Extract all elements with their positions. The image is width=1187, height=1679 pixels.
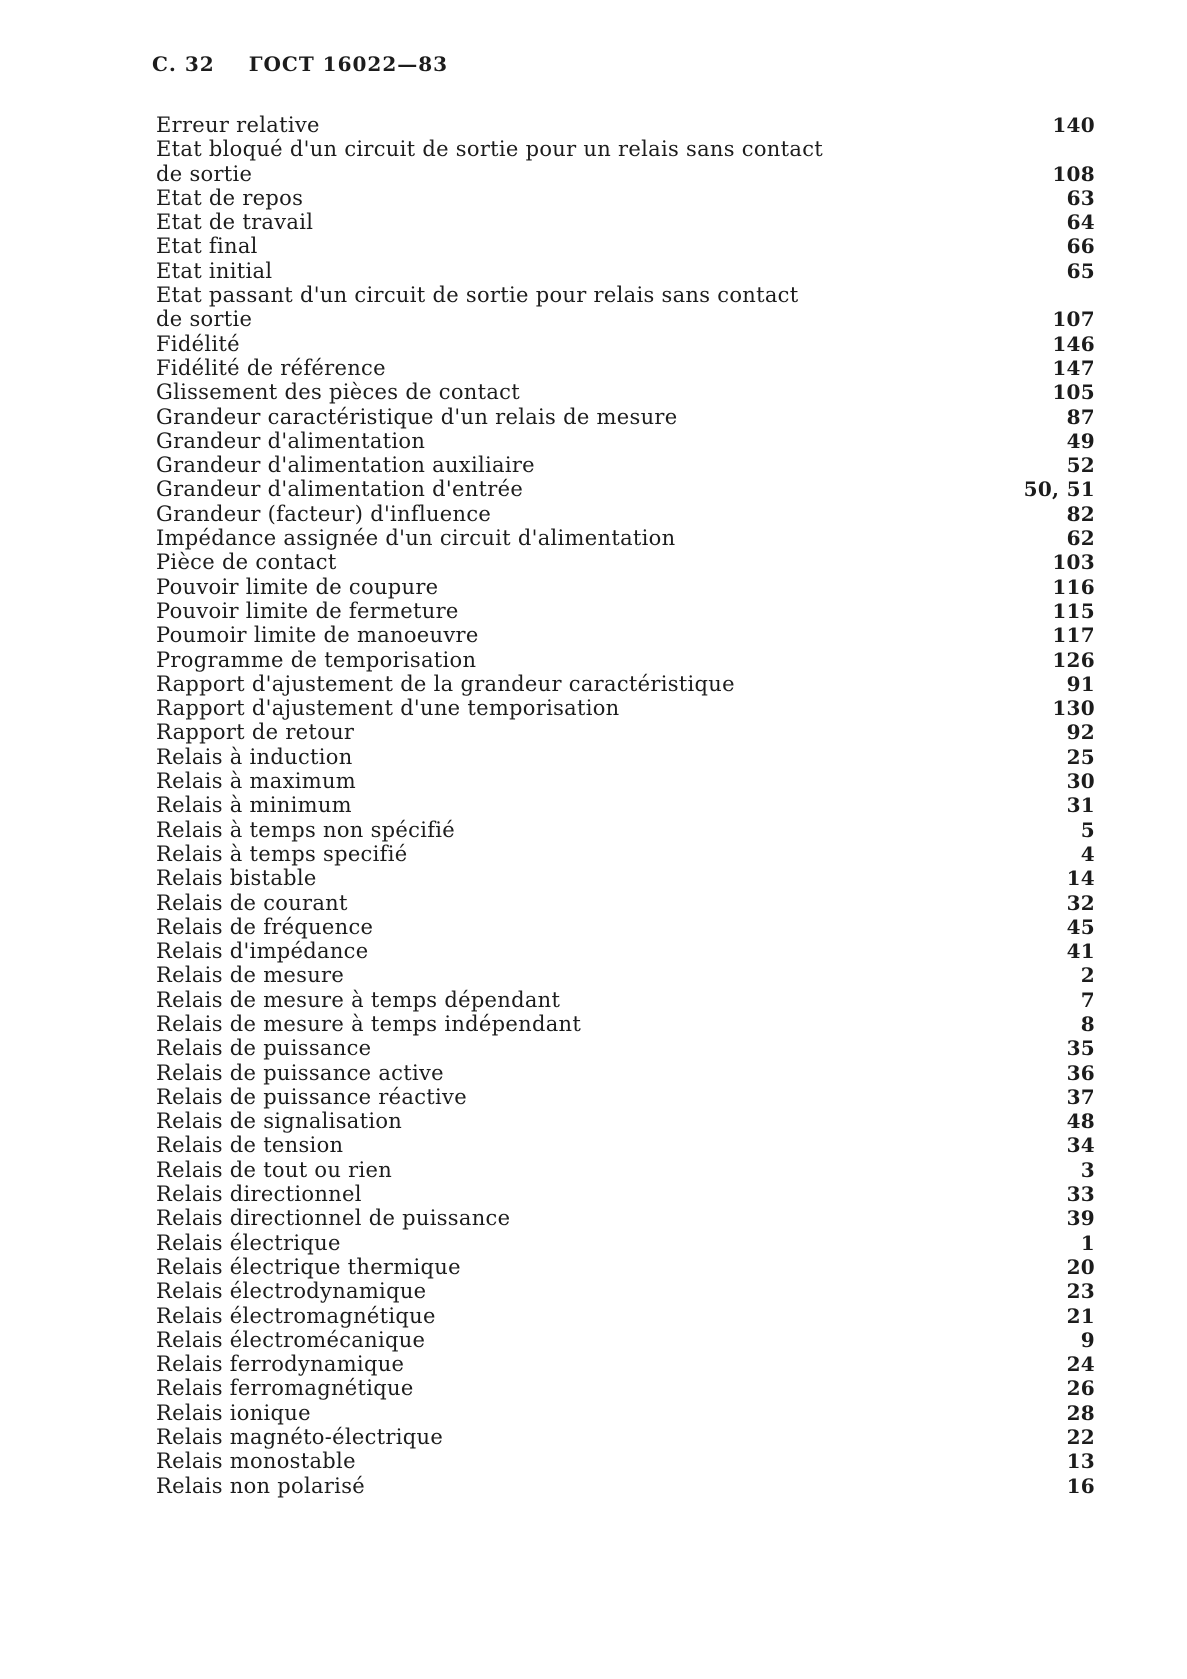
- index-term: Relais directionnel: [156, 1182, 362, 1207]
- index-reference-number: 1: [1080, 1230, 1095, 1255]
- index-term: Relais à temps non spécifié: [156, 817, 456, 842]
- index-term: Rapport d'ajustement d'une temporisation: [156, 696, 620, 721]
- index-term: Fidélité de référence: [156, 355, 386, 380]
- index-entry: [156, 1279, 1097, 1303]
- index-entry: [156, 1182, 1097, 1206]
- index-entry: [156, 720, 1097, 744]
- index-entry: [156, 1474, 1097, 1498]
- index-entry: [156, 356, 1097, 380]
- index-entry: [156, 1012, 1097, 1036]
- index-reference-number: 20: [1066, 1254, 1095, 1279]
- index-entry: [156, 1231, 1097, 1255]
- index-entry: [156, 793, 1097, 817]
- index-term: Relais de signalisation: [156, 1109, 403, 1134]
- index-term: Relais ionique: [156, 1400, 311, 1425]
- index-reference-number: 115: [1052, 598, 1095, 623]
- index-term: Relais électromagnétique: [156, 1303, 436, 1328]
- index-reference-number: 48: [1066, 1109, 1095, 1134]
- index-reference-number: 147: [1052, 355, 1095, 380]
- index-entry: [156, 988, 1097, 1012]
- index-reference-number: 65: [1066, 258, 1095, 283]
- index-term: Relais électrique thermique: [156, 1254, 461, 1279]
- index-reference-number: 39: [1066, 1206, 1095, 1231]
- index-term: Relais ferromagnétique: [156, 1376, 414, 1401]
- index-entry: [156, 453, 1097, 477]
- index-reference-number: 37: [1066, 1084, 1095, 1109]
- index-term: Relais à maximum: [156, 769, 356, 794]
- index-term: Grandeur d'alimentation auxiliaire: [156, 453, 535, 478]
- index-term: Pouvoir limite de fermeture: [156, 598, 459, 623]
- index-term: de sortie: [156, 307, 253, 332]
- index-term: Relais électromécanique: [156, 1327, 426, 1352]
- index-entry: [156, 1133, 1097, 1157]
- index-term: Relais électrique: [156, 1230, 341, 1255]
- index-entry: [156, 1085, 1097, 1109]
- index-reference-number: 66: [1066, 234, 1095, 259]
- index-reference-number: 140: [1052, 113, 1095, 137]
- index-entry: [156, 842, 1097, 866]
- index-entry: [156, 234, 1097, 258]
- index-term: Grandeur d'alimentation d'entrée: [156, 477, 524, 502]
- index-entry: [156, 769, 1097, 793]
- index-reference-number: 45: [1066, 914, 1095, 939]
- index-entry: [156, 502, 1097, 526]
- index-term: Etat final: [156, 234, 258, 259]
- index-term: Relais d'impédance: [156, 939, 369, 964]
- index-entry: [156, 1376, 1097, 1400]
- index-entry: [156, 162, 1097, 186]
- index-reference-number: 8: [1080, 1011, 1095, 1036]
- index-term: Relais ferrodynamique: [156, 1352, 405, 1377]
- index-entry: [156, 599, 1097, 623]
- index-reference-number: 63: [1066, 185, 1095, 210]
- index-term: Relais de tout ou rien: [156, 1157, 393, 1182]
- index-term: Grandeur caractéristique d'un relais de mesure: [156, 404, 678, 429]
- index-term: Etat bloqué d'un circuit de sortie pour un relais sans contact: [156, 137, 823, 162]
- index-term: Relais de puissance: [156, 1036, 372, 1061]
- index-entry: [156, 429, 1097, 453]
- index-reference-number: 3: [1080, 1157, 1095, 1182]
- index-reference-number: 26: [1066, 1376, 1095, 1401]
- index-entry: [156, 307, 1097, 331]
- index-reference-number: 105: [1052, 380, 1095, 405]
- index-entry: [156, 648, 1097, 672]
- index-term: Relais bistable: [156, 866, 317, 891]
- index-term: Etat initial: [156, 258, 273, 283]
- index-entry: [156, 1425, 1097, 1449]
- index-term: Relais non polarisé: [156, 1473, 365, 1498]
- index-term: Impédance assignée d'un circuit d'alimentation: [156, 526, 676, 551]
- index-reference-number: 21: [1066, 1303, 1095, 1328]
- index-term: Relais directionnel de puissance: [156, 1206, 511, 1231]
- index-entry: [156, 283, 1097, 307]
- index-entry: [156, 866, 1097, 890]
- index-term: Grandeur (facteur) d'influence: [156, 501, 492, 526]
- index-entry: [156, 1328, 1097, 1352]
- standard-designation: ГОСТ 16022—83: [248, 52, 449, 76]
- page-number: С. 32: [152, 52, 215, 76]
- index-term: Pouvoir limite de coupure: [156, 574, 439, 599]
- index-reference-number: 87: [1066, 404, 1095, 429]
- index-reference-number: 9: [1080, 1327, 1095, 1352]
- index-list: [156, 113, 1097, 1498]
- index-entry: [156, 915, 1097, 939]
- index-term: Pièce de contact: [156, 550, 337, 575]
- index-reference-number: 49: [1066, 428, 1095, 453]
- index-reference-number: 22: [1066, 1425, 1095, 1450]
- index-term: Poumoir limite de manoeuvre: [156, 623, 479, 648]
- index-reference-number: 64: [1066, 210, 1095, 235]
- index-entry: [156, 1061, 1097, 1085]
- index-term: Relais à temps specifié: [156, 841, 408, 866]
- index-reference-number: 146: [1052, 331, 1095, 356]
- index-entry: [156, 1036, 1097, 1060]
- index-reference-number: 50, 51: [1023, 477, 1095, 502]
- index-term: Etat passant d'un circuit de sortie pour relais sans contact: [156, 283, 799, 308]
- index-entry: [156, 380, 1097, 404]
- index-term: Relais de puissance réactive: [156, 1084, 467, 1109]
- index-reference-number: 5: [1080, 817, 1095, 842]
- index-reference-number: 7: [1080, 987, 1095, 1012]
- index-term: de sortie: [156, 161, 253, 186]
- index-term: Grandeur d'alimentation: [156, 428, 426, 453]
- index-reference-number: 91: [1066, 671, 1095, 696]
- index-entry: [156, 550, 1097, 574]
- index-reference-number: 28: [1066, 1400, 1095, 1425]
- index-entry: [156, 891, 1097, 915]
- index-reference-number: 117: [1052, 623, 1095, 648]
- index-entry: [156, 405, 1097, 429]
- page-header: [152, 52, 448, 76]
- index-entry: [156, 818, 1097, 842]
- index-entry: [156, 332, 1097, 356]
- index-term: Relais monostable: [156, 1449, 356, 1474]
- index-entry: [156, 1206, 1097, 1230]
- index-reference-number: 4: [1080, 841, 1095, 866]
- index-reference-number: 108: [1052, 161, 1095, 186]
- index-entry: [156, 939, 1097, 963]
- index-reference-number: 23: [1066, 1279, 1095, 1304]
- index-entry: [156, 575, 1097, 599]
- index-term: Relais à induction: [156, 744, 353, 769]
- index-reference-number: 2: [1080, 963, 1095, 988]
- index-reference-number: 25: [1066, 744, 1095, 769]
- index-reference-number: 30: [1066, 769, 1095, 794]
- index-entry: [156, 623, 1097, 647]
- index-reference-number: 14: [1066, 866, 1095, 891]
- index-term: Relais à minimum: [156, 793, 352, 818]
- index-entry: [156, 186, 1097, 210]
- index-entry: [156, 745, 1097, 769]
- index-term: Rapport d'ajustement de la grandeur caractéristique: [156, 671, 735, 696]
- index-term: Relais de mesure à temps indépendant: [156, 1011, 582, 1036]
- index-term: Relais de courant: [156, 890, 348, 915]
- index-term: Fidélité: [156, 331, 240, 356]
- index-term: Etat de travail: [156, 210, 314, 235]
- index-reference-number: 116: [1052, 574, 1095, 599]
- index-entry: [156, 210, 1097, 234]
- index-entry: [156, 137, 1097, 161]
- index-entry: [156, 1304, 1097, 1328]
- index-reference-number: 62: [1066, 526, 1095, 551]
- index-reference-number: 92: [1066, 720, 1095, 745]
- index-entry: [156, 526, 1097, 550]
- index-entry: [156, 1449, 1097, 1473]
- index-term: Relais de fréquence: [156, 914, 374, 939]
- index-entry: [156, 672, 1097, 696]
- index-entry: [156, 1158, 1097, 1182]
- index-reference-number: 33: [1066, 1182, 1095, 1207]
- index-entry: [156, 259, 1097, 283]
- index-entry: [156, 1352, 1097, 1376]
- index-term: Relais de mesure: [156, 963, 345, 988]
- index-entry: [156, 963, 1097, 987]
- index-reference-number: 31: [1066, 793, 1095, 818]
- index-reference-number: 13: [1066, 1449, 1095, 1474]
- index-term: Relais magnéto-électrique: [156, 1425, 444, 1450]
- index-term: Relais de mesure à temps dépendant: [156, 987, 561, 1012]
- index-reference-number: 126: [1052, 647, 1095, 672]
- index-reference-number: 41: [1066, 939, 1095, 964]
- index-reference-number: 35: [1066, 1036, 1095, 1061]
- index-reference-number: 107: [1052, 307, 1095, 332]
- index-reference-number: 24: [1066, 1352, 1095, 1377]
- index-entry: [156, 113, 1097, 137]
- index-reference-number: 82: [1066, 501, 1095, 526]
- index-term: Relais de tension: [156, 1133, 344, 1158]
- index-reference-number: 32: [1066, 890, 1095, 915]
- index-reference-number: 16: [1066, 1473, 1095, 1498]
- index-entry: [156, 1255, 1097, 1279]
- index-term: Programme de temporisation: [156, 647, 477, 672]
- index-entry: [156, 696, 1097, 720]
- index-entry: [156, 1401, 1097, 1425]
- index-entry: [156, 477, 1097, 501]
- index-reference-number: 36: [1066, 1060, 1095, 1085]
- index-term: Glissement des pièces de contact: [156, 380, 520, 405]
- index-reference-number: 103: [1052, 550, 1095, 575]
- index-term: Erreur relative: [156, 113, 320, 137]
- index-term: Rapport de retour: [156, 720, 355, 745]
- index-term: Relais électrodynamique: [156, 1279, 427, 1304]
- index-term: Etat de repos: [156, 185, 304, 210]
- index-entry: [156, 1109, 1097, 1133]
- index-reference-number: 130: [1052, 696, 1095, 721]
- index-reference-number: 34: [1066, 1133, 1095, 1158]
- index-term: Relais de puissance active: [156, 1060, 444, 1085]
- index-reference-number: 52: [1066, 453, 1095, 478]
